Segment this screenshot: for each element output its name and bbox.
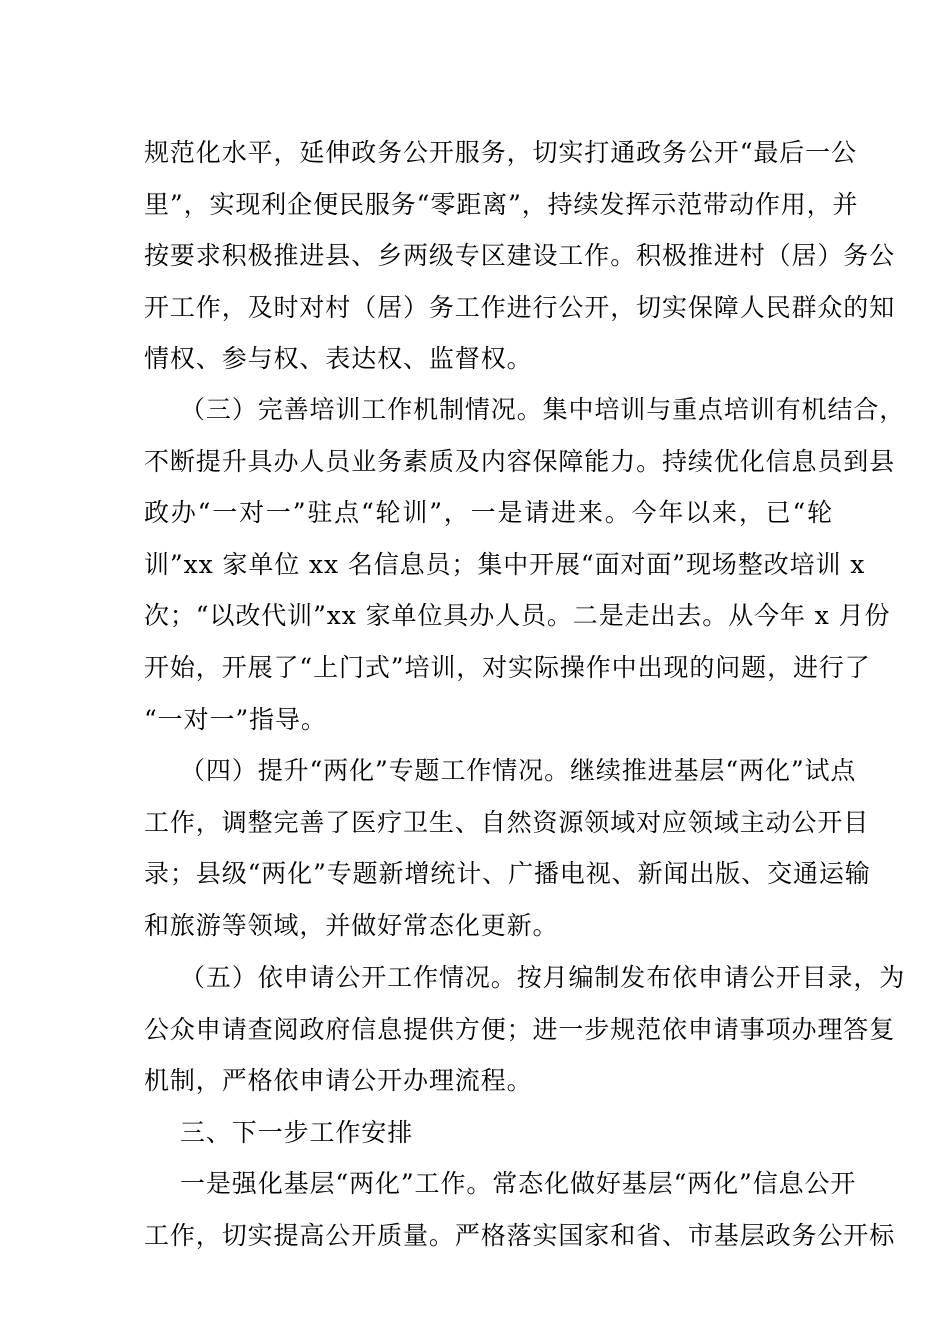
paragraph-continuation [144, 127, 896, 385]
text-line: 不断提升具办人员业务素质及内容保障能力。持续优化信息员到县 [144, 446, 896, 476]
section-heading [144, 1107, 833, 1159]
text-line: 开始，开展了“上门式”培训，对实际操作中出现的问题，进行了 [144, 652, 871, 682]
text-line: （三）完善培训工作机制情况。集中培训与重点培训有机结合， [180, 395, 906, 424]
paragraph-next-steps [144, 1158, 896, 1261]
text-line: 规范化水平，延伸政务公开服务，切实打通政务公开“最后一公 [144, 138, 857, 167]
paragraph-lianghua [144, 745, 871, 951]
text-line: 公众申请查阅政府信息提供方便；进一步规范依申请事项办理答复 [144, 1014, 896, 1044]
text-line: 录；县级“两化”专题新增统计、广播电视、新闻出版、交通运输 [144, 859, 871, 889]
text-line: 工作，切实提高公开质量。严格落实国家和省、市基层政务公开标 [144, 1220, 896, 1250]
text-line: 政办“一对一”驻点“轮训”，一是请进来。今年以来，已“轮 [144, 498, 833, 528]
text-line: （五）依申请公开工作情况。按月编制发布依申请公开目录，为 [180, 963, 906, 992]
text-line: 训”xx 家单位 xx 名信息员；集中开展“面对面”现场整改培训 x [144, 549, 866, 579]
paragraph-training [144, 384, 906, 745]
text-line: 按要求积极推进县、乡两级专区建设工作。积极推进村（居）务公 [144, 241, 896, 271]
paragraph-application [144, 952, 906, 1107]
text-line: “一对一”指导。 [144, 704, 327, 734]
text-line: 一是强化基层“两化”工作。常态化做好基层“两化”信息公开 [180, 1169, 857, 1198]
heading-text: 三、下一步工作安排 [180, 1118, 414, 1147]
text-line: 里”，实现利企便民服务“零距离”，持续发挥示范带动作用，并 [144, 189, 859, 219]
text-line: （四）提升“两化”专题工作情况。继续推进基层“两化”试点 [180, 756, 857, 785]
text-line: 情权、参与权、表达权、监督权。 [144, 344, 533, 374]
text-line: 机制，严格依申请公开办理流程。 [144, 1066, 533, 1096]
text-line: 和旅游等领域，并做好常态化更新。 [144, 910, 559, 940]
text-line: 次；“以改代训”xx 家单位具办人员。二是走出去。从今年 x 月份 [144, 601, 891, 631]
text-line: 工作，调整完善了医疗卫生、自然资源领域对应领域主动公开目 [144, 807, 870, 837]
text-line: 开工作，及时对村（居）务工作进行公开，切实保障人民群众的知 [144, 292, 896, 322]
